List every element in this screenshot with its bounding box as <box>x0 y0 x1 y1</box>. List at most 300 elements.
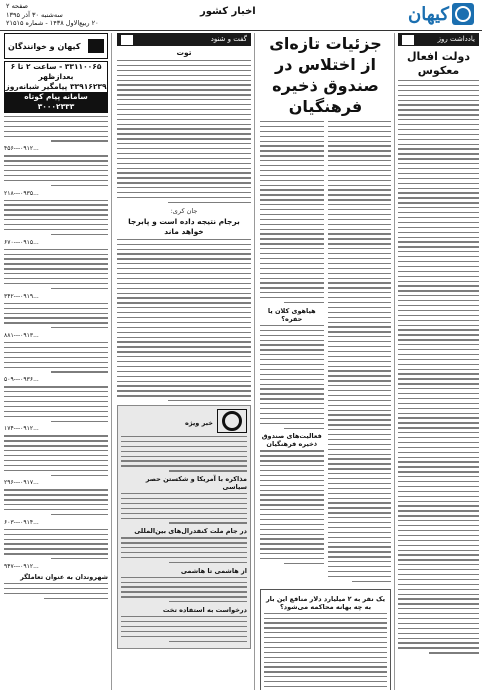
text-line <box>260 403 324 404</box>
special-news-icon <box>217 409 247 433</box>
text-line <box>117 337 251 338</box>
text-line <box>264 681 387 682</box>
text-line <box>260 340 324 341</box>
text-line <box>260 155 324 156</box>
text-line <box>398 197 479 198</box>
text-line <box>398 437 479 438</box>
text-line <box>4 386 108 387</box>
text-line <box>398 139 479 140</box>
text-line <box>398 520 479 521</box>
text-line <box>398 545 479 546</box>
text-line <box>4 367 108 368</box>
text-line <box>328 473 392 474</box>
logo-text: کیهان <box>408 3 450 25</box>
text-line <box>260 185 324 186</box>
text-line <box>328 322 392 323</box>
text-line <box>117 128 251 129</box>
lead-box-title[interactable]: یک نفر به ۲ میلیارد دلار منافع این بار به چه بهانه محاکمه می‌شود؟ <box>265 594 386 611</box>
text-line <box>398 329 479 330</box>
editorial-body <box>398 80 479 654</box>
text-line <box>398 144 479 145</box>
text-line <box>398 295 479 296</box>
text-line <box>328 454 392 455</box>
text-line <box>328 542 392 543</box>
text-line <box>398 608 479 609</box>
reader-messages <box>4 116 108 570</box>
text-line <box>328 571 392 572</box>
text-line <box>260 268 324 269</box>
text-line <box>117 395 251 396</box>
text-line <box>264 652 387 653</box>
text-line <box>51 475 108 476</box>
text-line <box>4 121 108 122</box>
text-line <box>4 543 108 544</box>
text-line <box>260 470 324 471</box>
text-line <box>121 493 247 494</box>
text-line <box>117 341 251 342</box>
text-line <box>4 499 108 500</box>
text-line <box>4 229 108 230</box>
text-line <box>260 388 324 389</box>
text-line <box>4 470 108 471</box>
text-line <box>4 214 108 215</box>
text-line <box>328 121 392 122</box>
text-line <box>4 352 108 353</box>
text-line <box>4 263 108 264</box>
text-line <box>328 385 392 386</box>
text-line <box>398 153 479 154</box>
text-line <box>398 579 479 580</box>
text-line <box>117 288 251 289</box>
text-line <box>328 278 392 279</box>
text-line <box>117 153 251 154</box>
text-line <box>117 177 251 178</box>
text-line <box>328 458 392 459</box>
text-line <box>398 413 479 414</box>
text-line <box>284 428 323 429</box>
text-line <box>328 131 392 132</box>
text-line <box>4 460 108 461</box>
text-line <box>328 326 392 327</box>
lead-box-body <box>264 613 387 690</box>
text-line <box>398 281 479 282</box>
column-divider <box>111 33 112 690</box>
readers-heading-label: کیهان و خوانندگان <box>8 41 81 51</box>
message-sender-number: ...۰۹۱۲---۱۷۴ <box>4 425 39 433</box>
text-line <box>117 278 251 279</box>
text-line <box>328 224 392 225</box>
special-news-body-3 <box>121 537 247 563</box>
text-line <box>117 244 251 245</box>
text-line <box>328 370 392 371</box>
lead-story <box>260 33 391 690</box>
text-line <box>260 258 324 259</box>
text-line <box>398 109 479 110</box>
text-line <box>398 540 479 541</box>
special-news-body-2 <box>121 493 247 524</box>
text-line <box>260 170 324 171</box>
text-line <box>169 562 247 563</box>
text-line <box>328 175 392 176</box>
text-line <box>117 317 251 318</box>
text-line <box>117 361 251 362</box>
text-line <box>117 390 251 391</box>
text-line <box>4 131 108 132</box>
text-line <box>260 233 324 234</box>
text-line <box>121 441 247 442</box>
text-line <box>51 140 108 141</box>
text-line <box>121 591 247 592</box>
text-line <box>264 627 387 628</box>
text-line <box>4 165 108 166</box>
text-line <box>4 126 108 127</box>
text-line <box>51 558 108 559</box>
text-line <box>260 379 324 380</box>
text-line <box>4 450 108 451</box>
text-line <box>398 559 479 560</box>
text-line <box>328 429 392 430</box>
text-line <box>398 442 479 443</box>
special-news-body <box>121 436 247 472</box>
text-line <box>260 335 324 336</box>
text-line <box>51 185 108 186</box>
text-line <box>328 400 392 401</box>
text-line <box>398 202 479 203</box>
text-line <box>4 273 108 274</box>
text-line <box>398 129 479 130</box>
text-line <box>260 204 324 205</box>
text-line <box>398 285 479 286</box>
text-line <box>4 200 108 201</box>
text-line <box>328 512 392 513</box>
text-line <box>398 427 479 428</box>
text-line <box>328 141 392 142</box>
text-line <box>4 489 108 490</box>
message-sender-number: ...۰۹۱۲---۹۴۷ <box>4 563 39 571</box>
text-line <box>121 446 247 447</box>
text-line <box>398 104 479 105</box>
text-line <box>4 347 108 348</box>
text-line <box>328 522 392 523</box>
text-line <box>117 119 251 120</box>
dialogue-title: توت <box>176 48 192 57</box>
column-divider <box>254 33 255 690</box>
text-line <box>328 307 392 308</box>
text-line <box>352 581 391 582</box>
text-line <box>260 374 324 375</box>
list-item <box>4 489 108 525</box>
text-line <box>4 548 108 549</box>
text-line <box>121 465 247 466</box>
text-line <box>328 380 392 381</box>
text-line <box>260 344 324 345</box>
text-line <box>121 547 247 548</box>
text-line <box>260 209 324 210</box>
text-line <box>260 349 324 350</box>
list-item <box>4 116 108 152</box>
text-line <box>398 256 479 257</box>
text-line <box>398 388 479 389</box>
text-line <box>4 116 108 117</box>
text-line <box>4 401 108 402</box>
text-line <box>260 359 324 360</box>
text-line <box>260 121 324 122</box>
special-news-subtitle-3: از هاشمی تا هاشمی <box>180 566 247 575</box>
list-item <box>4 249 108 300</box>
dialogue-heading <box>117 33 251 46</box>
story-headline[interactable]: برجام نتیجه داده است و پابرجا خواهد ماند <box>128 216 240 236</box>
text-line <box>260 325 324 326</box>
text-line <box>169 522 247 523</box>
text-line <box>328 498 392 499</box>
text-line <box>260 219 324 220</box>
text-line <box>117 356 251 357</box>
text-line <box>398 530 479 531</box>
text-line <box>328 351 392 352</box>
text-line <box>4 136 108 137</box>
text-line <box>398 192 479 193</box>
text-line <box>398 114 479 115</box>
text-line <box>328 331 392 332</box>
text-line <box>4 445 108 446</box>
text-line <box>398 271 479 272</box>
lead-headline[interactable]: جزئیات تازه‌ای از اختلاس در صندوق ذخیره فرهنگیان <box>269 34 382 116</box>
text-line <box>328 551 392 552</box>
text-line <box>260 282 324 283</box>
text-line <box>328 561 392 562</box>
text-line <box>117 94 251 95</box>
pen-icon <box>402 35 414 45</box>
text-line <box>260 465 324 466</box>
text-line <box>4 455 108 456</box>
message-sender-number: ...۰۹۱۴---۶۰۳ <box>4 518 39 526</box>
text-line <box>328 170 392 171</box>
text-line <box>398 501 479 502</box>
text-line <box>398 290 479 291</box>
text-line <box>121 616 247 617</box>
text-line <box>398 491 479 492</box>
text-line <box>168 400 251 401</box>
text-line <box>121 503 247 504</box>
text-line <box>398 100 479 101</box>
text-line <box>398 310 479 311</box>
text-line <box>328 238 392 239</box>
text-line <box>398 633 479 634</box>
text-line <box>260 330 324 331</box>
text-line <box>117 385 251 386</box>
logo-icon <box>452 3 474 25</box>
text-line <box>398 85 479 86</box>
text-line <box>4 268 108 269</box>
phone-icon <box>88 39 104 53</box>
lead-subhead-1: هیاهوی کلان یا حفره؟ <box>267 306 316 323</box>
text-line <box>260 180 324 181</box>
issue-number: ۲۰ ربیع‌الاول ۱۴۳۸ - شماره ۲۱۵۱۵ <box>6 19 99 27</box>
text-line <box>4 180 108 181</box>
text-line <box>398 207 479 208</box>
text-line <box>117 158 251 159</box>
text-line <box>398 232 479 233</box>
text-line <box>264 632 387 633</box>
message-sender-number: ...۰۹۳۵---۲۱۸ <box>4 189 39 197</box>
text-line <box>264 647 387 648</box>
text-line <box>117 99 251 100</box>
text-line <box>4 406 108 407</box>
text-line <box>117 75 251 76</box>
text-line <box>398 178 479 179</box>
text-line <box>117 109 251 110</box>
text-line <box>429 652 479 653</box>
text-line <box>121 626 247 627</box>
text-line <box>4 411 108 412</box>
text-line <box>398 628 479 629</box>
text-line <box>264 618 387 619</box>
text-line <box>398 325 479 326</box>
text-line <box>117 293 251 294</box>
text-line <box>398 408 479 409</box>
text-line <box>260 499 324 500</box>
text-line <box>117 60 251 61</box>
dialogue-heading-label: گفت و شنود <box>210 35 247 43</box>
text-line <box>398 422 479 423</box>
text-line <box>328 414 392 415</box>
text-line <box>260 224 324 225</box>
text-line <box>4 391 108 392</box>
text-line <box>328 463 392 464</box>
text-line <box>117 168 251 169</box>
text-line <box>4 529 108 530</box>
contact-box <box>4 61 108 113</box>
dateline <box>6 2 99 28</box>
text-line <box>328 287 392 288</box>
text-line <box>328 189 392 190</box>
text-line <box>328 566 392 567</box>
text-line <box>4 283 108 284</box>
text-line <box>328 165 392 166</box>
text-line <box>398 613 479 614</box>
text-line <box>117 351 251 352</box>
text-line <box>117 65 251 66</box>
text-line <box>4 465 108 466</box>
lead-body-left <box>260 121 324 303</box>
text-line <box>328 346 392 347</box>
text-line <box>260 418 324 419</box>
list-item <box>4 435 108 486</box>
text-line <box>328 424 392 425</box>
text-line <box>398 373 479 374</box>
text-line <box>51 327 108 328</box>
text-line <box>398 638 479 639</box>
special-news-body-5 <box>121 616 247 642</box>
text-line <box>328 356 392 357</box>
text-line <box>260 150 324 151</box>
message-sender-number: ...۰۹۱۵---۶۷۰ <box>4 238 39 246</box>
text-line <box>117 268 251 269</box>
text-line <box>260 524 324 525</box>
text-line <box>4 317 108 318</box>
list-item <box>4 529 108 570</box>
text-line <box>117 332 251 333</box>
text-line <box>260 413 324 414</box>
text-line <box>117 197 251 198</box>
text-line <box>260 384 324 385</box>
text-line <box>51 288 108 289</box>
text-line <box>117 114 251 115</box>
editorial-title: دولت افعال معکوس <box>407 50 470 77</box>
text-line <box>328 444 392 445</box>
readers-footer-title: شهروندان به عنوان تعاملگر <box>20 573 108 582</box>
text-line <box>398 403 479 404</box>
text-line <box>4 278 108 279</box>
masthead <box>0 0 482 31</box>
text-line <box>264 642 387 643</box>
text-line <box>398 359 479 360</box>
text-line <box>328 502 392 503</box>
text-line <box>328 136 392 137</box>
list-item <box>4 303 108 339</box>
text-line <box>260 126 324 127</box>
text-line <box>260 393 324 394</box>
text-line <box>4 583 108 584</box>
text-line <box>398 148 479 149</box>
text-line <box>260 248 324 249</box>
lead-subhead-2: فعالیت‌های صندوق ذخیره فرهنگیان <box>261 432 322 449</box>
text-line <box>4 534 108 535</box>
text-line <box>168 202 251 203</box>
text-line <box>328 180 392 181</box>
list-item <box>4 155 108 196</box>
text-line <box>328 527 392 528</box>
newspaper-logo[interactable] <box>404 2 478 26</box>
special-news-box <box>117 405 251 649</box>
text-line <box>4 440 108 441</box>
text-line <box>264 657 387 658</box>
text-line <box>121 636 247 637</box>
text-line <box>117 192 251 193</box>
text-line <box>260 243 324 244</box>
text-line <box>4 175 108 176</box>
text-line <box>398 217 479 218</box>
text-line <box>398 510 479 511</box>
text-line <box>260 398 324 399</box>
text-line <box>398 398 479 399</box>
dialogue-body <box>117 60 251 203</box>
text-line <box>398 124 479 125</box>
readers-column <box>4 33 108 690</box>
text-line <box>398 476 479 477</box>
dialogue-icon <box>121 35 133 45</box>
text-line <box>328 229 392 230</box>
text-line <box>117 253 251 254</box>
text-line <box>260 480 324 481</box>
text-line <box>4 303 108 304</box>
text-line <box>398 188 479 189</box>
lead-body-right <box>328 121 392 582</box>
text-line <box>260 509 324 510</box>
text-line <box>398 305 479 306</box>
text-line <box>328 253 392 254</box>
text-line <box>4 416 108 417</box>
text-line <box>328 214 392 215</box>
text-line <box>328 233 392 234</box>
text-line <box>328 185 392 186</box>
text-line <box>117 89 251 90</box>
message-sender-number: ...۰۹۳۶---۵۰۹ <box>4 376 39 384</box>
text-line <box>398 505 479 506</box>
text-line <box>264 637 387 638</box>
text-line <box>117 148 251 149</box>
text-line <box>260 214 324 215</box>
